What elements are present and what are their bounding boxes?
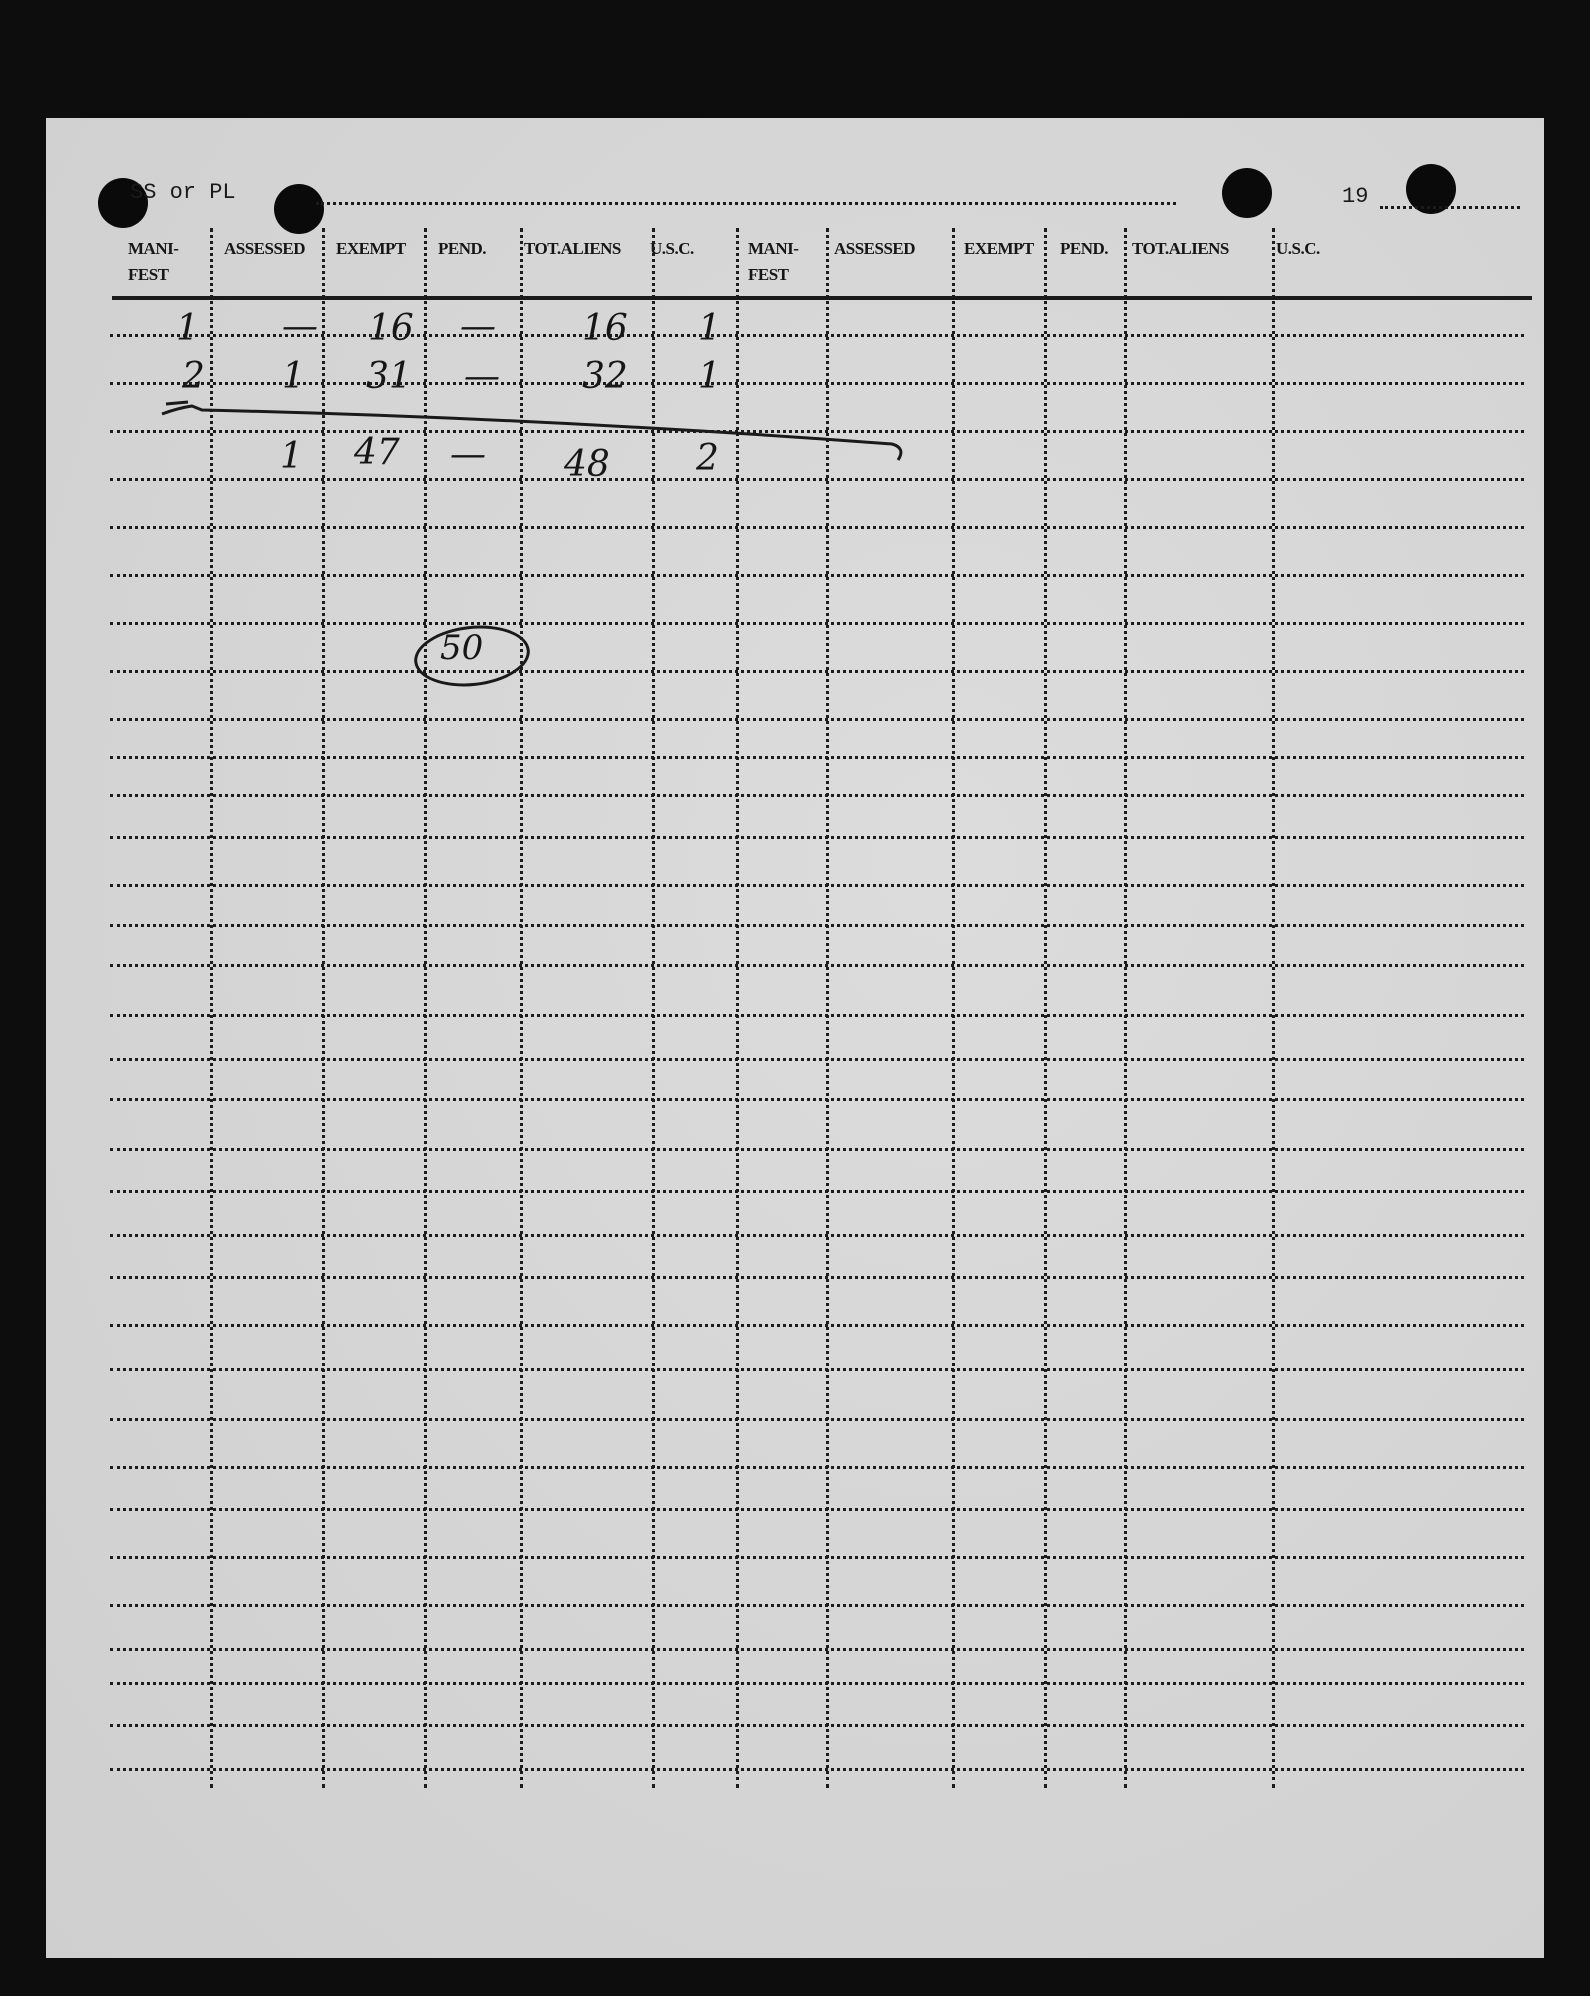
col-head-manifest: MANI- FEST	[128, 239, 179, 284]
form-sheet	[46, 118, 1544, 1958]
row2-pend: —	[464, 356, 500, 397]
row1-pend: —	[460, 306, 496, 347]
row2-tot-aliens: 32	[582, 356, 628, 397]
col-head-exempt-2: EXEMPT	[964, 239, 1034, 258]
row2-assessed: 1	[282, 356, 305, 397]
row2-usc: 1	[698, 356, 721, 397]
row1-exempt: 16	[368, 308, 414, 349]
row2-manifest: 2	[182, 356, 205, 397]
col-head-exempt: EXEMPT	[336, 239, 406, 258]
col-head-tot-aliens-2: TOT.ALIENS	[1132, 239, 1229, 258]
total-exempt: 47	[354, 432, 400, 473]
col-head-pend-2: PEND.	[1060, 239, 1109, 258]
row1-assessed: —	[282, 306, 318, 347]
sum-stroke	[46, 118, 1544, 518]
total-pend: —	[450, 434, 486, 475]
col-head-assessed-2: ASSESSED	[834, 239, 916, 258]
col-head-assessed: ASSESSED	[224, 239, 306, 258]
total-assessed: 1	[280, 436, 303, 477]
total-tot-aliens: 48	[564, 444, 610, 485]
row1-usc: 1	[698, 308, 721, 349]
col-head-tot-aliens: TOT.ALIENS	[524, 239, 621, 258]
col-head-pend: PEND.	[438, 239, 487, 258]
circled-note-text: 50	[440, 628, 484, 668]
year-label: 19	[1342, 184, 1369, 209]
ss-or-pl-label: SS or PL	[130, 180, 236, 205]
col-head-manifest-2: MANI- FEST	[748, 239, 799, 284]
row1-manifest: 1	[176, 308, 199, 349]
col-head-usc-2: U.S.C.	[1276, 239, 1320, 258]
col-head-usc: U.S.C.	[650, 239, 694, 258]
row2-exempt: 31	[366, 356, 412, 397]
row1-tot-aliens: 16	[582, 308, 628, 349]
total-usc: 2	[696, 438, 719, 479]
